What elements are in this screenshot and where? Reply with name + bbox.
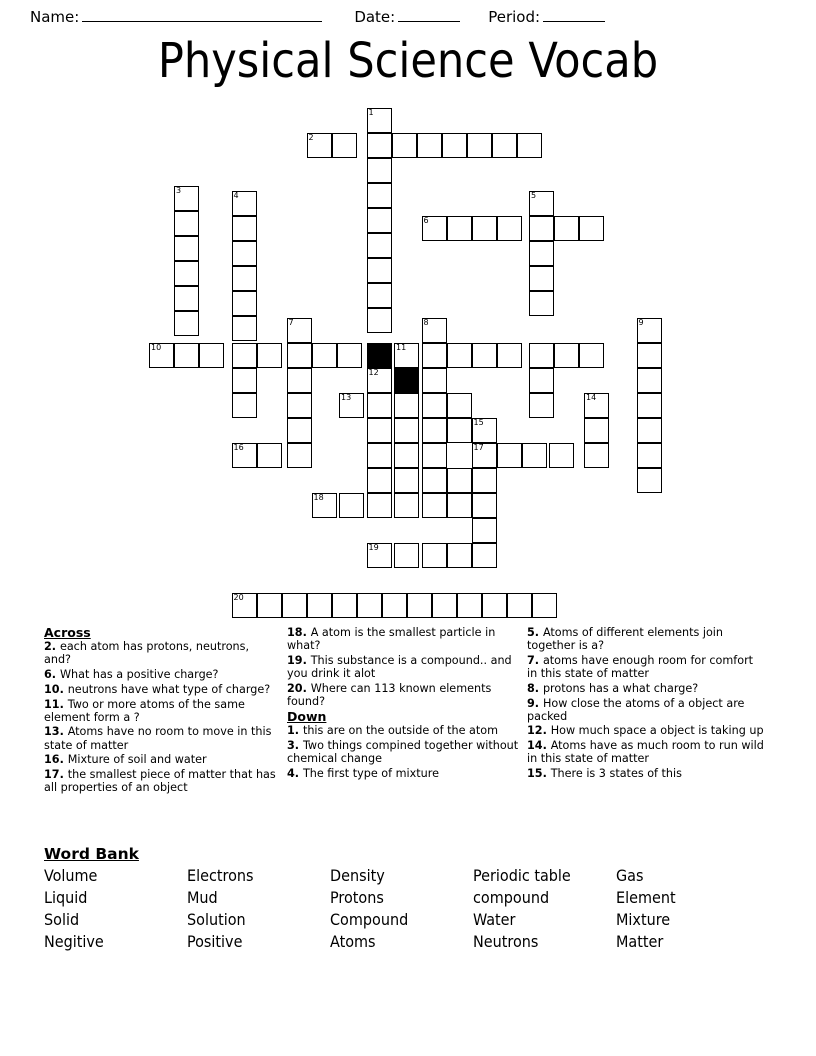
clue-text: How close the atoms of a object are packed (527, 696, 745, 723)
word-bank-word: Positive (187, 932, 243, 951)
crossword-cell[interactable] (529, 393, 554, 418)
clue-number: 4. (287, 766, 303, 780)
clue-text: Atoms have no room to move in this state of matter (44, 725, 272, 752)
crossword-cell[interactable] (579, 343, 604, 368)
clue-text: protons has a what charge? (542, 681, 699, 695)
crossword-cell[interactable] (174, 211, 199, 236)
clue-across-2 (44, 640, 279, 666)
clue-number: 9. (527, 696, 543, 710)
clue-across-13 (44, 725, 279, 751)
crossword-cell[interactable] (579, 216, 604, 241)
crossword-cell[interactable] (497, 343, 522, 368)
crossword-cell[interactable] (407, 593, 432, 618)
crossword-cell[interactable] (637, 368, 662, 393)
clue-number-20: 20 (233, 593, 244, 602)
clue-text: the smallest piece of matter that has all properties of an object (44, 768, 276, 795)
clue-down-1 (287, 724, 519, 737)
word-bank-word: Solution (187, 910, 246, 929)
crossword-cell-2[interactable] (307, 133, 332, 158)
crossword-cell-18[interactable] (312, 493, 337, 518)
clue-number-18: 18 (313, 493, 324, 502)
clue-across-6 (44, 668, 279, 681)
clue-text: Atoms have as much room to run wild in this state of matter (527, 739, 764, 766)
clue-text: The first type of mixture (302, 766, 439, 780)
crossword-cell[interactable] (554, 216, 579, 241)
period-field (488, 8, 605, 26)
crossword-cell[interactable] (422, 393, 447, 418)
crossword-cell[interactable] (367, 418, 392, 443)
crossword-cell[interactable] (529, 266, 554, 291)
page-title: Physical Science Vocab (157, 33, 659, 89)
crossword-cell[interactable] (199, 343, 224, 368)
clue-number-4: 4 (233, 190, 239, 200)
crossword-cell[interactable] (472, 343, 497, 368)
crossword-cell[interactable] (287, 418, 312, 443)
word-bank-word: Protons (330, 888, 384, 907)
clue-number: 15. (527, 767, 551, 781)
clue-number-3: 3 (176, 185, 182, 195)
crossword-cell[interactable] (337, 343, 362, 368)
clue-number-10: 10 (151, 343, 162, 352)
crossword-cell[interactable] (472, 518, 497, 543)
word-bank-list (44, 867, 784, 950)
crossword-cell[interactable] (232, 368, 257, 393)
clue-across-10 (44, 683, 279, 696)
clues-section (44, 626, 774, 796)
clue-number-2: 2 (308, 133, 314, 142)
clue-number: 1. (287, 723, 303, 737)
word-bank-word: Mud (187, 888, 218, 907)
crossword-block (394, 368, 419, 393)
crossword-cell[interactable] (394, 543, 419, 568)
crossword-cell[interactable] (257, 593, 282, 618)
crossword-cell[interactable] (232, 343, 257, 368)
clue-across-16 (44, 753, 279, 766)
clue-number: 12. (527, 724, 551, 738)
crossword-cell[interactable] (232, 241, 257, 266)
crossword-cell[interactable] (447, 216, 472, 241)
clue-number: 20. (287, 681, 311, 695)
crossword-cell[interactable] (507, 593, 532, 618)
crossword-cell[interactable] (367, 468, 392, 493)
date-field (354, 8, 460, 26)
clue-across-18 (287, 626, 519, 652)
clue-across-19 (287, 654, 519, 680)
word-bank-word: Volume (44, 866, 98, 885)
crossword-cell-7[interactable] (287, 318, 312, 343)
word-bank-word: Liquid (44, 888, 88, 907)
clue-text: atoms have enough room for comfort in this state of matter (527, 653, 754, 681)
crossword-cell[interactable] (232, 266, 257, 291)
down-heading: Down (287, 708, 327, 724)
name-field (30, 8, 322, 26)
crossword-cell-6[interactable] (422, 216, 447, 241)
crossword-cell[interactable] (432, 593, 457, 618)
clue-number: 19. (287, 653, 311, 667)
clue-text: Where can 113 known elements found? (287, 681, 492, 709)
crossword-cell[interactable] (332, 593, 357, 618)
clue-text: How much space a object is taking up (550, 724, 764, 738)
clue-text: Atoms of different elements join together is a? (527, 626, 723, 653)
clue-down-7 (527, 654, 766, 680)
clue-text: Two or more atoms of the same element form a ? (44, 697, 245, 724)
crossword-cell[interactable] (367, 183, 392, 208)
crossword-cell[interactable] (367, 233, 392, 258)
clue-text: There is 3 states of this (550, 767, 682, 781)
clue-number-12: 12 (368, 368, 379, 377)
clues-column-2 (287, 626, 527, 796)
clue-number: 7. (527, 653, 543, 667)
clue-down-4 (287, 767, 519, 780)
word-bank-word: Electrons (187, 866, 254, 885)
crossword-cell[interactable] (394, 393, 419, 418)
crossword-cell[interactable] (307, 593, 332, 618)
crossword-cell[interactable] (637, 468, 662, 493)
crossword-cell[interactable] (357, 593, 382, 618)
crossword-cell-4[interactable] (232, 191, 257, 216)
crossword-cell[interactable] (472, 468, 497, 493)
clue-number-6: 6 (423, 215, 429, 225)
crossword-cell[interactable] (367, 308, 392, 333)
clue-number-9: 9 (638, 318, 644, 327)
clue-number-5: 5 (531, 190, 537, 200)
crossword-cell[interactable] (232, 393, 257, 418)
crossword-cell[interactable] (637, 418, 662, 443)
crossword-cell[interactable] (554, 343, 579, 368)
crossword-cell-12[interactable] (367, 368, 392, 393)
clue-down-12 (527, 724, 766, 737)
crossword-cell-8[interactable] (422, 318, 447, 343)
clue-number-7: 7 (288, 318, 294, 327)
word-bank-word: Gas (616, 866, 644, 885)
crossword-cell[interactable] (174, 343, 199, 368)
word-bank-word: Negitive (44, 932, 104, 951)
crossword-cell[interactable] (392, 133, 417, 158)
crossword-cell[interactable] (422, 343, 447, 368)
crossword-cell-16[interactable] (232, 443, 257, 468)
clue-number: 13. (44, 725, 68, 739)
clue-number-1: 1 (368, 108, 374, 117)
clue-text: A atom is the smallest particle in what? (287, 626, 496, 653)
crossword-cell-9[interactable] (637, 318, 662, 343)
clue-number-8: 8 (423, 318, 429, 327)
clue-number-14: 14 (586, 393, 597, 402)
crossword-cell[interactable] (174, 261, 199, 286)
crossword-cell[interactable] (287, 443, 312, 468)
crossword-cell[interactable] (497, 216, 522, 241)
word-bank-word: Matter (616, 932, 664, 951)
word-bank-word: Mixture (616, 910, 671, 929)
name-blank-line[interactable] (82, 8, 322, 22)
clue-number: 3. (287, 738, 303, 752)
clue-text: this are on the outside of the atom (302, 723, 499, 737)
period-label: Period: (488, 8, 541, 26)
crossword-cell[interactable] (367, 443, 392, 468)
clue-number: 6. (44, 668, 60, 682)
clue-number-13: 13 (341, 393, 352, 402)
crossword-cell[interactable] (637, 343, 662, 368)
crossword-cell[interactable] (447, 543, 472, 568)
crossword-cell[interactable] (422, 468, 447, 493)
crossword-cell[interactable] (637, 393, 662, 418)
crossword-cell[interactable] (529, 291, 554, 316)
crossword-cell[interactable] (174, 311, 199, 336)
clue-down-3 (287, 739, 519, 765)
clue-number-15: 15 (473, 418, 484, 427)
clue-number: 11. (44, 697, 68, 711)
crossword-cell[interactable] (584, 443, 609, 468)
word-bank-word: Neutrons (473, 932, 539, 951)
clue-number: 16. (44, 753, 68, 767)
clue-number-17: 17 (473, 443, 484, 452)
date-label: Date: (354, 8, 396, 26)
crossword-cell-17[interactable] (472, 443, 497, 468)
crossword-cell[interactable] (422, 543, 447, 568)
crossword-cell[interactable] (529, 343, 554, 368)
word-bank-section (44, 845, 784, 950)
crossword-cell[interactable] (339, 493, 364, 518)
crossword-cell[interactable] (382, 593, 407, 618)
clue-across-11 (44, 698, 279, 724)
crossword-cell[interactable] (584, 418, 609, 443)
worksheet-header (0, 0, 816, 28)
crossword-cell[interactable] (287, 343, 312, 368)
clue-number-16: 16 (233, 443, 244, 452)
crossword-cell-10[interactable] (149, 343, 174, 368)
crossword-cell[interactable] (447, 393, 472, 418)
clue-number: 8. (527, 681, 543, 695)
period-blank-line[interactable] (543, 8, 605, 22)
word-bank-word: Solid (44, 910, 80, 929)
clue-across-20 (287, 682, 519, 708)
clue-down-8 (527, 682, 766, 695)
crossword-cell[interactable] (367, 133, 392, 158)
clue-number: 17. (44, 768, 68, 782)
crossword-cell[interactable] (637, 443, 662, 468)
clue-text: Two things compined together without chemical change (287, 738, 519, 765)
clue-number: 10. (44, 682, 68, 696)
crossword-cell[interactable] (529, 368, 554, 393)
word-bank-word: Water (473, 910, 516, 929)
crossword-cell[interactable] (472, 216, 497, 241)
crossword-cell[interactable] (447, 468, 472, 493)
word-bank-word: Periodic table (473, 866, 571, 885)
clue-text: What has a positive charge? (59, 668, 219, 682)
crossword-grid[interactable] (149, 108, 679, 628)
clue-number: 18. (287, 626, 311, 639)
crossword-cell[interactable] (394, 468, 419, 493)
crossword-cell[interactable] (422, 443, 447, 468)
crossword-cell[interactable] (517, 133, 542, 158)
clues-column-3 (527, 626, 774, 796)
date-blank-line[interactable] (398, 8, 460, 22)
crossword-cell[interactable] (232, 291, 257, 316)
word-bank-word: compound (473, 888, 550, 907)
crossword-cell[interactable] (482, 593, 507, 618)
crossword-cell[interactable] (529, 216, 554, 241)
word-bank-heading: Word Bank (44, 845, 139, 863)
crossword-cell[interactable] (549, 443, 574, 468)
crossword-cell[interactable] (394, 493, 419, 518)
crossword-cell-15[interactable] (472, 418, 497, 443)
crossword-cell[interactable] (174, 286, 199, 311)
crossword-cell[interactable] (447, 418, 472, 443)
crossword-cell[interactable] (497, 443, 522, 468)
crossword-cell[interactable] (472, 543, 497, 568)
crossword-cell[interactable] (367, 258, 392, 283)
crossword-cell[interactable] (367, 493, 392, 518)
crossword-cell[interactable] (287, 393, 312, 418)
crossword-cell-14[interactable] (584, 393, 609, 418)
clue-text: neutrons have what type of charge? (67, 682, 271, 696)
crossword-cell-20[interactable] (232, 593, 257, 618)
clue-down-9 (527, 697, 766, 723)
clue-text: Mixture of soil and water (67, 753, 207, 767)
clues-column-1 (44, 626, 287, 796)
crossword-cell[interactable] (174, 236, 199, 261)
crossword-cell[interactable] (367, 393, 392, 418)
crossword-block (367, 343, 392, 368)
crossword-cell-5[interactable] (529, 191, 554, 216)
crossword-cell[interactable] (457, 593, 482, 618)
crossword-cell[interactable] (529, 241, 554, 266)
across-heading: Across (44, 625, 91, 640)
crossword-cell[interactable] (447, 343, 472, 368)
crossword-cell[interactable] (447, 493, 472, 518)
crossword-cell-11[interactable] (394, 343, 419, 368)
crossword-cell[interactable] (287, 368, 312, 393)
crossword-cell[interactable] (532, 593, 557, 618)
clue-down-15 (527, 767, 766, 780)
crossword-cell[interactable] (422, 418, 447, 443)
crossword-cell[interactable] (394, 443, 419, 468)
word-bank-word: Compound (330, 910, 409, 929)
crossword-cell[interactable] (312, 343, 337, 368)
crossword-cell[interactable] (367, 158, 392, 183)
name-label: Name: (30, 8, 80, 26)
word-bank-word: Atoms (330, 932, 376, 951)
crossword-cell[interactable] (492, 133, 517, 158)
crossword-cell[interactable] (257, 443, 282, 468)
crossword-cell[interactable] (367, 283, 392, 308)
clue-number: 2. (44, 640, 60, 654)
crossword-cell-13[interactable] (339, 393, 364, 418)
clue-number: 14. (527, 739, 551, 753)
clue-text: This substance is a compound.. and you drink it alot (287, 653, 512, 681)
crossword-cell[interactable] (257, 343, 282, 368)
crossword-cell-3[interactable] (174, 186, 199, 211)
crossword-cell[interactable] (332, 133, 357, 158)
crossword-cell[interactable] (422, 368, 447, 393)
crossword-cell[interactable] (472, 493, 497, 518)
crossword-cell[interactable] (522, 443, 547, 468)
crossword-cell[interactable] (282, 593, 307, 618)
clue-down-14 (527, 739, 766, 765)
clue-across-17 (44, 768, 279, 794)
crossword-cell-1[interactable] (367, 108, 392, 133)
clue-down-5 (527, 626, 766, 652)
crossword-cell[interactable] (394, 418, 419, 443)
crossword-cell-19[interactable] (367, 543, 392, 568)
crossword-cell[interactable] (442, 133, 467, 158)
crossword-cell[interactable] (232, 216, 257, 241)
crossword-cell[interactable] (417, 133, 442, 158)
crossword-cell[interactable] (422, 493, 447, 518)
word-bank-word: Density (330, 866, 385, 885)
word-bank-word: Element (616, 888, 676, 907)
clue-number-11: 11 (396, 343, 407, 352)
crossword-cell[interactable] (232, 316, 257, 341)
crossword-cell[interactable] (367, 208, 392, 233)
clue-number-19: 19 (368, 543, 379, 552)
clue-text: each atom has protons, neutrons, and? (44, 640, 250, 667)
crossword-cell[interactable] (467, 133, 492, 158)
clue-number: 5. (527, 626, 543, 639)
